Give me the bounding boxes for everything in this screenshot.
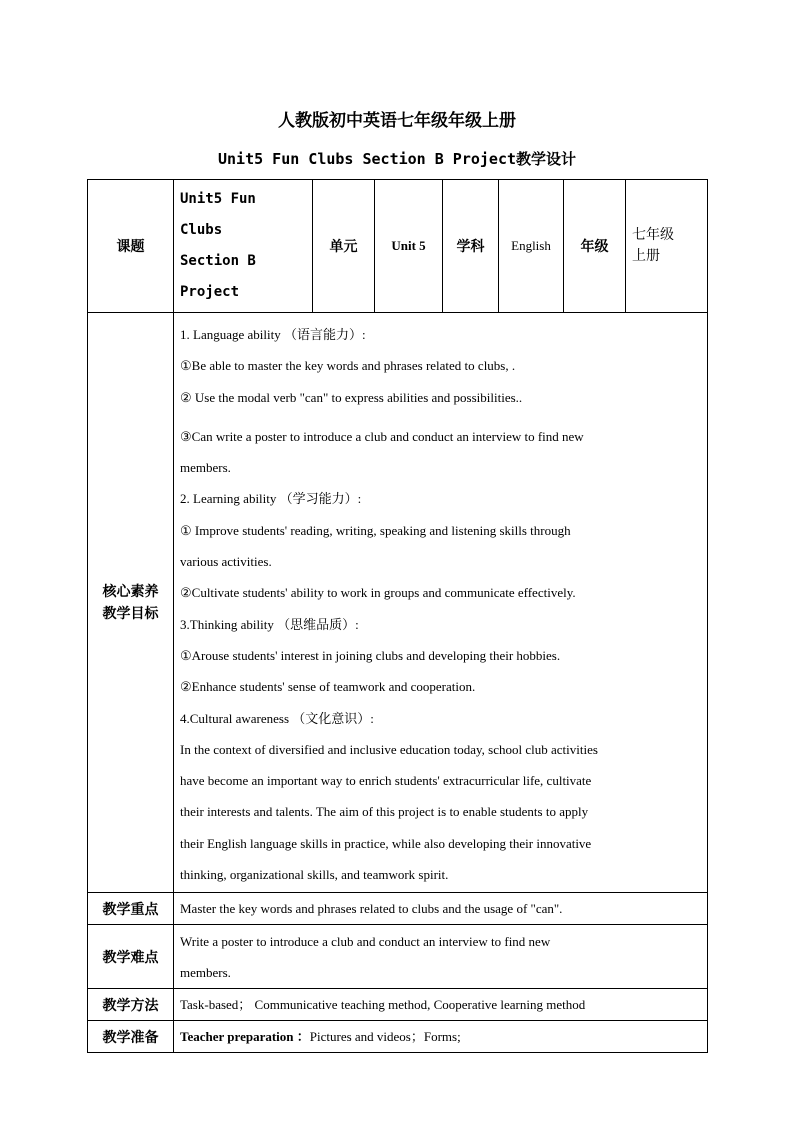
preparation-label: 教学准备 — [88, 1021, 174, 1053]
goals-label-line: 核心素养 — [102, 583, 159, 600]
key-points-row — [88, 893, 708, 925]
topic-value — [174, 180, 313, 313]
subject-value: English — [499, 180, 564, 313]
header-row — [88, 180, 708, 313]
grade-line: 上册 — [632, 248, 660, 264]
topic-line: Unit5 Fun Clubs — [180, 191, 256, 238]
methods-row — [88, 989, 708, 1021]
goal-line: have become an important way to enrich students' extracurricular life, cultivate — [180, 773, 592, 789]
subject-label: 学科 — [443, 180, 499, 313]
goal-line: ②Cultivate students' ability to work in groups and communicate effectively. — [180, 585, 576, 601]
grade-line: 七年级 — [632, 227, 674, 243]
goals-label — [88, 313, 174, 893]
methods-value: Task-based； Communicative teaching method, Cooperative learning method — [174, 989, 708, 1021]
difficulties-line: Write a poster to introduce a club and conduct an interview to find new — [180, 933, 551, 949]
goal-line: ③Can write a poster to introduce a club and conduct an interview to find new — [180, 428, 584, 444]
difficulties-row — [88, 925, 708, 989]
goal-line: ② Use the modal verb "can" to express abilities and possibilities.. — [180, 389, 523, 405]
goal-line: ①Arouse students' interest in joining clubs and developing their hobbies. — [180, 647, 561, 663]
goal-line: 1. Language ability （语言能力）: — [180, 327, 366, 342]
key-points-value: Master the key words and phrases related to clubs and the usage of "can". — [174, 893, 708, 925]
goal-line: ① Improve students' reading, writing, speaking and listening skills through — [180, 522, 571, 538]
goals-row — [88, 313, 708, 893]
topic-line: Project — [180, 284, 240, 300]
goals-label-line: 教学目标 — [102, 605, 159, 622]
document-subtitle: Unit5 Fun Clubs Section B Project教学设计 — [217, 150, 576, 168]
methods-label: 教学方法 — [88, 989, 174, 1021]
document-title: 人教版初中英语七年级年级上册 — [278, 111, 516, 131]
unit-label: 单元 — [313, 180, 375, 313]
goal-line: their interests and talents. The aim of this project is to enable students to apply — [180, 804, 589, 820]
goal-line: 3.Thinking ability （思维品质）: — [180, 616, 359, 632]
goal-line: members. — [180, 460, 231, 476]
preparation-text: Pictures and videos；Forms; — [309, 1029, 461, 1045]
goal-line: their English language skills in practice, while also developing their innovative — [180, 835, 592, 851]
lesson-plan-table — [87, 179, 708, 1053]
unit-value: Unit 5 — [375, 180, 443, 313]
difficulties-line: members. — [180, 964, 231, 980]
goal-line: thinking, organizational skills, and teamwork spirit. — [180, 867, 449, 883]
goal-line: 4.Cultural awareness （文化意识）: — [180, 710, 374, 726]
topic-line: Section B — [180, 253, 256, 269]
difficulties-value — [174, 925, 708, 989]
goal-line: various activities. — [180, 554, 272, 570]
difficulties-label: 教学难点 — [88, 925, 174, 989]
grade-label: 年级 — [564, 180, 626, 313]
goal-line: 2. Learning ability （学习能力）: — [180, 491, 362, 507]
grade-value — [626, 180, 708, 313]
preparation-row — [88, 1021, 708, 1053]
preparation-bold-text: Teacher preparation ： — [180, 1029, 310, 1045]
goal-line: In the context of diversified and inclusive education today, school club activities — [180, 741, 598, 757]
preparation-value — [174, 1021, 708, 1053]
key-points-label: 教学重点 — [88, 893, 174, 925]
goal-line: ②Enhance students' sense of teamwork and cooperation. — [180, 679, 476, 695]
topic-label: 课题 — [88, 180, 174, 313]
goals-content — [174, 313, 708, 893]
goal-line: ①Be able to master the key words and phrases related to clubs, . — [180, 358, 516, 374]
